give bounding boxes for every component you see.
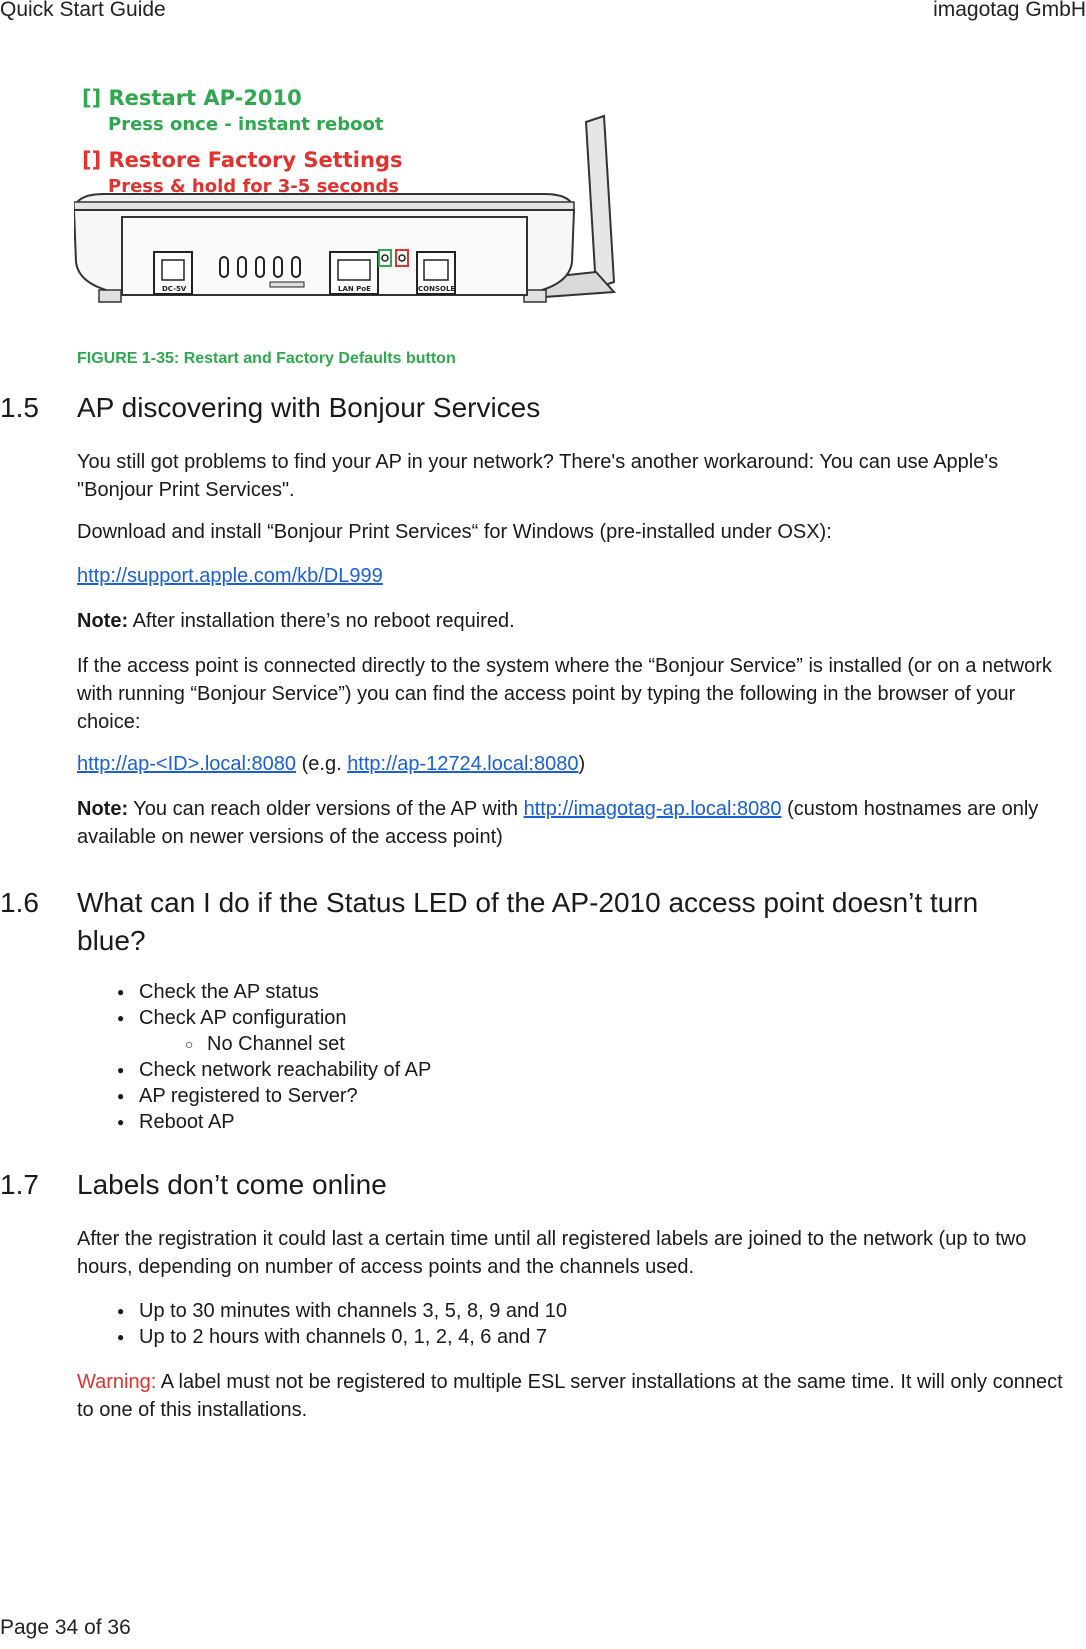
- note-text: (custom hostnames are only available on newer versions of the access point): [77, 798, 1039, 848]
- figure-factory-hint: Press & hold for 3-5 seconds: [108, 176, 399, 197]
- link-ap-id[interactable]: http://ap-<ID>.local:8080: [77, 753, 297, 775]
- header-company: imagotag GmbH: [933, 0, 1086, 21]
- note-label: Note:: [77, 798, 129, 820]
- port-label-console: CONSOLE: [418, 285, 456, 293]
- header-doc-title: Quick Start Guide: [0, 0, 166, 21]
- section-title: What can I do if the Status LED of the AP-2010 access point doesn’t turn blue?: [77, 887, 979, 956]
- paragraph: You still got problems to find your AP in your network? There's another workaround: You can use Apple's "Bonjour Print Services".: [77, 451, 999, 501]
- list-item: ● Check network reachability of AP: [77, 1057, 431, 1083]
- section-number: 1.5: [0, 392, 39, 423]
- section-number: 1.7: [0, 1169, 39, 1200]
- note-text: You can reach older versions of the AP with: [128, 798, 524, 820]
- figure-caption: FIGURE 1-35: Restart and Factory Defaults button: [77, 350, 456, 367]
- paragraph-link: [77, 562, 1067, 590]
- link-ap-example[interactable]: http://ap-12724.local:8080: [347, 753, 579, 775]
- warning-text: A label must not be registered to multiple ESL server installations at the same time. It will only connect to one of this installations.: [77, 1371, 1063, 1421]
- paragraph: Download and install “Bonjour Print Services“ for Windows (pre-installed under OSX):: [77, 521, 832, 543]
- paragraph: After the registration it could last a certain time until all registered labels are joined to the network (up to two hours, depending on number of access points and the channels used.: [77, 1228, 1027, 1278]
- warning-paragraph: [77, 1368, 1067, 1424]
- list-item: ● AP registered to Server?: [77, 1083, 431, 1109]
- paragraph: If the access point is connected directly to the system where the “Bonjour Service” is installed (or on a network with running “Bonjour Service”) you can find the access point by typing the following in the browser of your choice:: [77, 655, 1052, 733]
- port-label-dc: DC-5V: [162, 285, 187, 293]
- section-number: 1.6: [0, 887, 39, 918]
- troubleshooting-list: [77, 979, 431, 1135]
- note-text: After installation there’s no reboot required.: [128, 610, 515, 632]
- text: ): [578, 753, 586, 775]
- note-paragraph: [77, 607, 1067, 635]
- figure-restart-hint: Press once - instant reboot: [108, 114, 384, 135]
- text: (e.g.: [296, 753, 348, 775]
- list-item: ● Up to 2 hours with channels 0, 1, 2, 4, 6 and 7: [77, 1324, 567, 1350]
- list-item: ● Up to 30 minutes with channels 3, 5, 8, 9 and 10: [77, 1298, 567, 1324]
- paragraph-links: [77, 750, 1067, 778]
- channel-timing-list: [77, 1298, 567, 1350]
- link-apple-support[interactable]: http://support.apple.com/kb/DL999: [77, 565, 383, 587]
- list-item: ● Check AP configuration: [77, 1005, 431, 1031]
- list-item: ● Reboot AP: [77, 1109, 431, 1135]
- figure-ap-back-panel: [74, 82, 654, 332]
- note-label: Note:: [77, 610, 129, 632]
- section-title: AP discovering with Bonjour Services: [77, 392, 541, 423]
- figure-factory-label: [] Restore Factory Settings: [82, 148, 403, 172]
- figure-restart-label: [] Restart AP-2010: [82, 86, 302, 110]
- link-imagotag-ap[interactable]: http://imagotag-ap.local:8080: [523, 798, 782, 820]
- list-subitem: ○ No Channel set: [77, 1031, 431, 1057]
- port-label-lan: LAN PoE: [338, 285, 371, 293]
- section-title: Labels don’t come online: [77, 1169, 387, 1200]
- warning-label: Warning:: [77, 1371, 157, 1393]
- note-paragraph: [77, 795, 1067, 851]
- list-item: ● Check the AP status: [77, 979, 431, 1005]
- page-number: Page 34 of 36: [0, 1616, 131, 1639]
